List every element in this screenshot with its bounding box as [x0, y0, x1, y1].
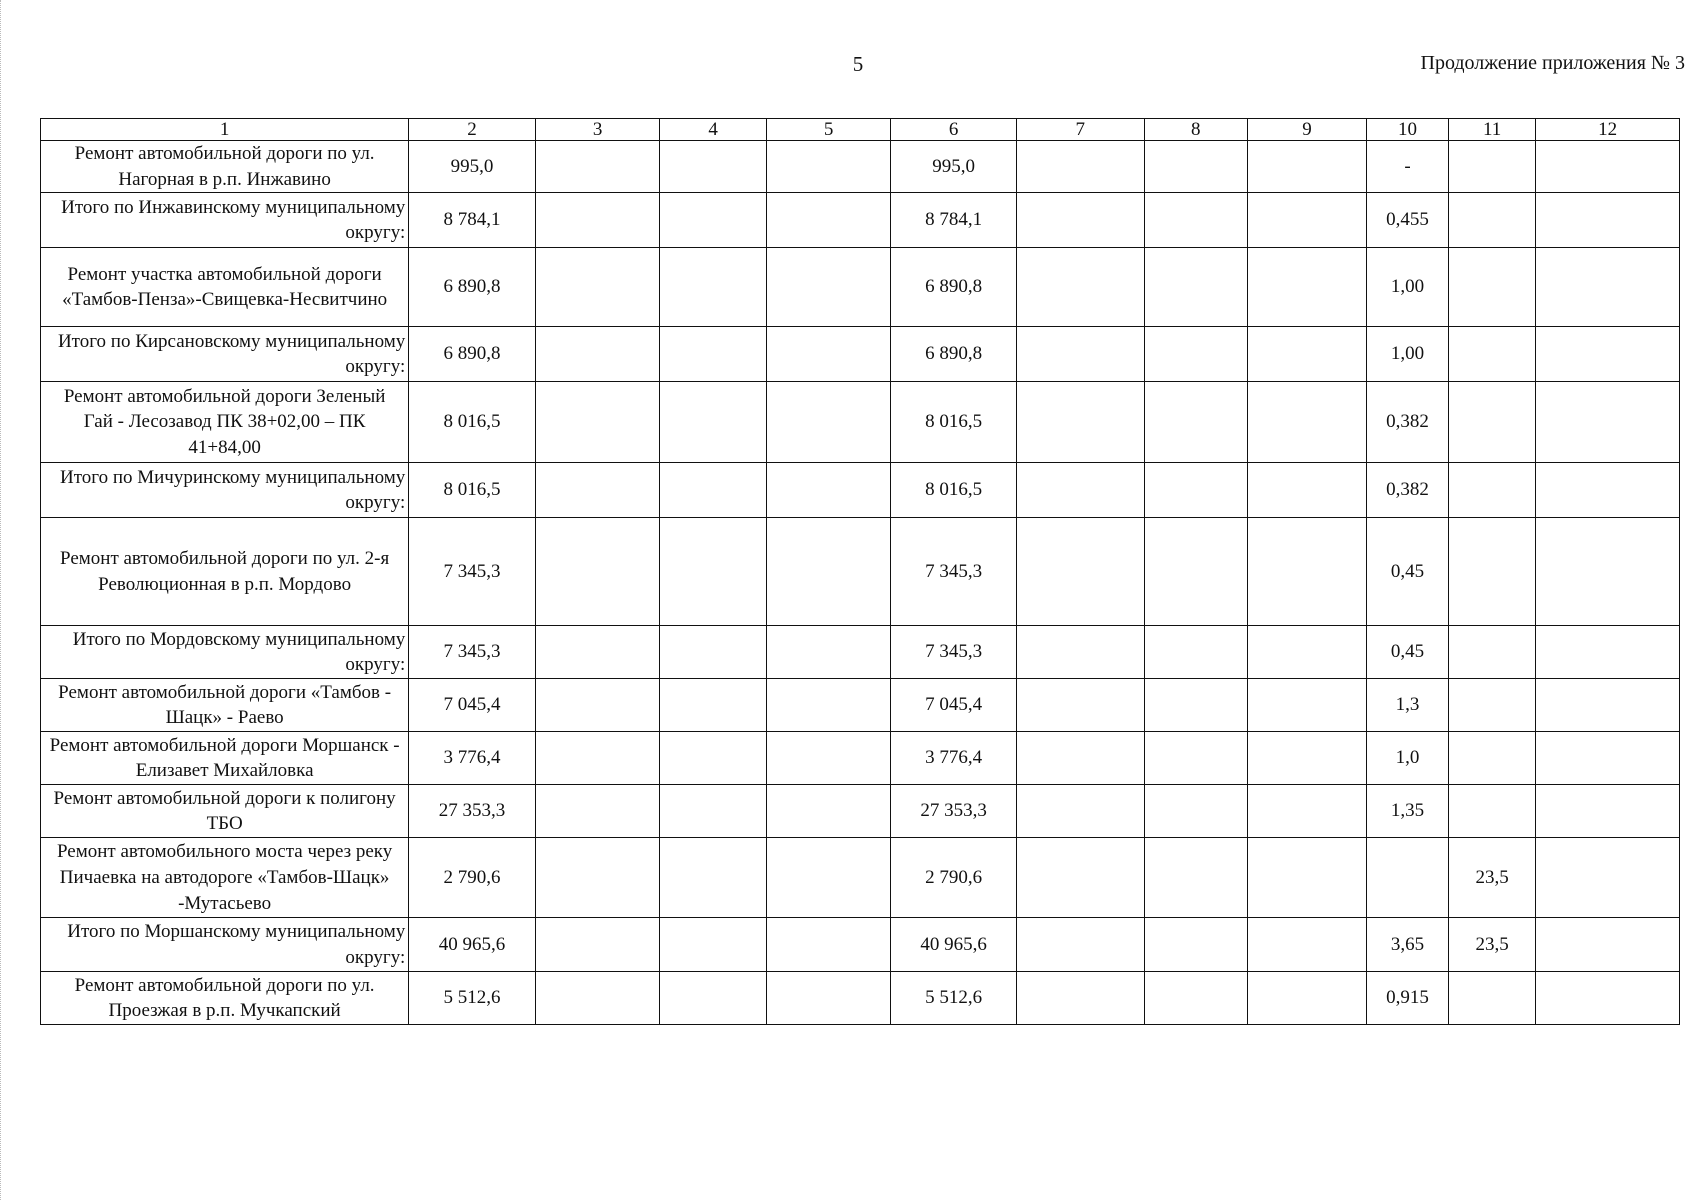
- table-cell: 23,5: [1448, 838, 1535, 918]
- table-cell: [660, 141, 766, 193]
- table-cell: [766, 918, 891, 972]
- table-cell: [1016, 972, 1144, 1025]
- scan-edge: [0, 0, 3, 1200]
- table-cell: [660, 518, 766, 626]
- row-label: Итого по Мичуринскому муниципальному округу:: [41, 463, 409, 518]
- table-cell: [1247, 972, 1366, 1025]
- table-cell: [1144, 972, 1247, 1025]
- table-cell: [1448, 626, 1535, 679]
- table-cell: [1016, 679, 1144, 732]
- table-cell: [1144, 785, 1247, 838]
- table-cell: [660, 382, 766, 463]
- table-cell: [1016, 518, 1144, 626]
- table-cell: [766, 732, 891, 785]
- table-cell: [1247, 679, 1366, 732]
- table-cell: [1536, 382, 1680, 463]
- table-cell: [1016, 382, 1144, 463]
- table-cell: [1247, 327, 1366, 382]
- table-cell: [535, 785, 660, 838]
- table-row: [41, 785, 1680, 838]
- column-header: 12: [1536, 119, 1680, 141]
- table-cell: [1448, 732, 1535, 785]
- table-cell: [535, 972, 660, 1025]
- table-cell: [1448, 193, 1535, 248]
- table-cell: [535, 679, 660, 732]
- table-cell: 40 965,6: [891, 918, 1017, 972]
- table-cell: [535, 193, 660, 248]
- table-cell: -: [1367, 141, 1449, 193]
- table-cell: 7 345,3: [409, 518, 536, 626]
- table-cell: [1448, 248, 1535, 327]
- table-cell: [1247, 838, 1366, 918]
- table-cell: [660, 327, 766, 382]
- table-row: [41, 679, 1680, 732]
- table-cell: 1,35: [1367, 785, 1449, 838]
- table-cell: [1247, 732, 1366, 785]
- table-cell: [766, 785, 891, 838]
- table-cell: 995,0: [409, 141, 536, 193]
- table-cell: [1016, 248, 1144, 327]
- table-cell: [1247, 918, 1366, 972]
- column-header: 3: [535, 119, 660, 141]
- table-cell: [766, 193, 891, 248]
- table-cell: [1448, 463, 1535, 518]
- table-row: [41, 382, 1680, 463]
- table-cell: [1247, 626, 1366, 679]
- row-label: Ремонт автомобильного моста через реку Пичаевка на автодороге «Тамбов-Шацк» -Мутасьево: [41, 838, 409, 918]
- table-cell: [660, 732, 766, 785]
- row-label: Ремонт автомобильной дороги Зеленый Гай - Лесозавод ПК 38+02,00 – ПК 41+84,00: [41, 382, 409, 463]
- table-cell: 7 345,3: [409, 626, 536, 679]
- row-label: Ремонт автомобильной дороги к полигону ТБО: [41, 785, 409, 838]
- table-cell: 0,455: [1367, 193, 1449, 248]
- table-cell: [660, 972, 766, 1025]
- column-header: 10: [1367, 119, 1449, 141]
- table-cell: 1,00: [1367, 248, 1449, 327]
- table-cell: 0,45: [1367, 518, 1449, 626]
- total-row: [41, 327, 1680, 382]
- table-cell: 8 784,1: [891, 193, 1017, 248]
- table-cell: 1,3: [1367, 679, 1449, 732]
- table-cell: 0,382: [1367, 382, 1449, 463]
- total-row: [41, 626, 1680, 679]
- table-cell: [766, 463, 891, 518]
- table-cell: 27 353,3: [409, 785, 536, 838]
- table-cell: [766, 518, 891, 626]
- table-cell: [1536, 463, 1680, 518]
- column-header: 9: [1247, 119, 1366, 141]
- total-row: [41, 918, 1680, 972]
- table-cell: [535, 141, 660, 193]
- table-cell: [1144, 193, 1247, 248]
- column-header: 1: [41, 119, 409, 141]
- table-cell: 6 890,8: [409, 327, 536, 382]
- table-row: [41, 248, 1680, 327]
- table-cell: 5 512,6: [891, 972, 1017, 1025]
- table-cell: [535, 732, 660, 785]
- table-cell: [1536, 972, 1680, 1025]
- table-cell: 5 512,6: [409, 972, 536, 1025]
- table-cell: [535, 382, 660, 463]
- table-cell: [660, 838, 766, 918]
- table-cell: 1,00: [1367, 327, 1449, 382]
- table-cell: 7 345,3: [891, 626, 1017, 679]
- row-label: Итого по Мордовскому муниципальному округу:: [41, 626, 409, 679]
- table-cell: 8 016,5: [409, 382, 536, 463]
- table-cell: [1536, 679, 1680, 732]
- table-cell: [1144, 518, 1247, 626]
- column-header: 7: [1016, 119, 1144, 141]
- total-row: [41, 193, 1680, 248]
- table-cell: [1536, 626, 1680, 679]
- table-row: [41, 732, 1680, 785]
- table-cell: 6 890,8: [409, 248, 536, 327]
- table-cell: [1144, 918, 1247, 972]
- table-cell: [660, 248, 766, 327]
- table-header-row: [41, 119, 1680, 141]
- table-row: [41, 141, 1680, 193]
- table-cell: 6 890,8: [891, 248, 1017, 327]
- page-number: 5: [852, 52, 864, 76]
- table-cell: [1448, 141, 1535, 193]
- table-cell: [1448, 785, 1535, 838]
- table-cell: [1247, 382, 1366, 463]
- column-header: 5: [766, 119, 891, 141]
- table-row: [41, 972, 1680, 1025]
- table-cell: 40 965,6: [409, 918, 536, 972]
- table-cell: [766, 679, 891, 732]
- table-cell: [1247, 193, 1366, 248]
- table-cell: 1,0: [1367, 732, 1449, 785]
- table-cell: [1247, 248, 1366, 327]
- table-cell: [1536, 732, 1680, 785]
- table-cell: 8 016,5: [891, 382, 1017, 463]
- table-cell: [1536, 518, 1680, 626]
- row-label: Ремонт автомобильной дороги Моршанск - Елизавет Михайловка: [41, 732, 409, 785]
- row-label: Ремонт автомобильной дороги «Тамбов - Шацк» - Раево: [41, 679, 409, 732]
- table-cell: [535, 626, 660, 679]
- table-cell: [1016, 327, 1144, 382]
- table-cell: [1016, 193, 1144, 248]
- table-cell: [1016, 141, 1144, 193]
- row-label: Итого по Моршанскому муниципальному округу:: [41, 918, 409, 972]
- table-cell: [660, 679, 766, 732]
- table-cell: [1016, 838, 1144, 918]
- table-cell: [535, 918, 660, 972]
- table-cell: [660, 785, 766, 838]
- row-label: Ремонт автомобильной дороги по ул. 2-я Революционная в р.п. Мордово: [41, 518, 409, 626]
- table-cell: [1016, 918, 1144, 972]
- table-cell: 3 776,4: [891, 732, 1017, 785]
- column-header: 4: [660, 119, 766, 141]
- table-cell: [766, 382, 891, 463]
- table-cell: [1536, 141, 1680, 193]
- table-cell: [1016, 463, 1144, 518]
- table-cell: [1016, 785, 1144, 838]
- table-cell: 995,0: [891, 141, 1017, 193]
- table-cell: [1536, 785, 1680, 838]
- row-label: Ремонт автомобильной дороги по ул. Нагорная в р.п. Инжавино: [41, 141, 409, 193]
- table-cell: [1448, 327, 1535, 382]
- table-cell: [660, 193, 766, 248]
- table-cell: [766, 327, 891, 382]
- table-cell: 3 776,4: [409, 732, 536, 785]
- column-header: 8: [1144, 119, 1247, 141]
- table-cell: [1144, 463, 1247, 518]
- table-cell: [1144, 626, 1247, 679]
- column-header: 11: [1448, 119, 1535, 141]
- table-cell: [1016, 732, 1144, 785]
- table-row: [41, 518, 1680, 626]
- table-cell: [535, 248, 660, 327]
- budget-table: [40, 118, 1680, 1025]
- table-cell: [1448, 518, 1535, 626]
- table-cell: [1247, 518, 1366, 626]
- table-cell: 23,5: [1448, 918, 1535, 972]
- table-cell: [1536, 918, 1680, 972]
- table-cell: [535, 838, 660, 918]
- table-cell: [766, 838, 891, 918]
- table-cell: 8 016,5: [891, 463, 1017, 518]
- row-label: Итого по Инжавинскому муниципальному округу:: [41, 193, 409, 248]
- table-cell: [1144, 382, 1247, 463]
- table-cell: [1536, 838, 1680, 918]
- row-label: Итого по Кирсановскому муниципальному округу:: [41, 327, 409, 382]
- appendix-title: Продолжение приложения № 3: [1420, 52, 1685, 74]
- table-cell: [1536, 327, 1680, 382]
- table-cell: [1448, 382, 1535, 463]
- table-cell: [1247, 785, 1366, 838]
- row-label: Ремонт участка автомобильной дороги «Тамбов-Пенза»-Свищевка-Несвитчино: [41, 248, 409, 327]
- table-cell: 7 045,4: [409, 679, 536, 732]
- row-label: Ремонт автомобильной дороги по ул. Проезжая в р.п. Мучкапский: [41, 972, 409, 1025]
- table-cell: [1144, 732, 1247, 785]
- table-cell: 3,65: [1367, 918, 1449, 972]
- total-row: [41, 463, 1680, 518]
- table-cell: [1448, 972, 1535, 1025]
- table-cell: [766, 141, 891, 193]
- table-cell: 6 890,8: [891, 327, 1017, 382]
- table-cell: [1016, 626, 1144, 679]
- table-cell: 27 353,3: [891, 785, 1017, 838]
- table-cell: [1247, 463, 1366, 518]
- column-header: 2: [409, 119, 536, 141]
- table-cell: [535, 463, 660, 518]
- table-cell: 2 790,6: [409, 838, 536, 918]
- table-cell: 8 784,1: [409, 193, 536, 248]
- table-cell: 8 016,5: [409, 463, 536, 518]
- table-cell: [1367, 838, 1449, 918]
- table-cell: [660, 463, 766, 518]
- table-cell: [766, 972, 891, 1025]
- table-cell: [1448, 679, 1535, 732]
- table-cell: [1536, 193, 1680, 248]
- table-cell: [1144, 248, 1247, 327]
- table-cell: [1536, 248, 1680, 327]
- table-cell: [660, 918, 766, 972]
- table-cell: [1144, 327, 1247, 382]
- table-row: [41, 838, 1680, 918]
- table-cell: [1144, 679, 1247, 732]
- table-cell: 2 790,6: [891, 838, 1017, 918]
- table-cell: [660, 626, 766, 679]
- table-cell: [1144, 838, 1247, 918]
- table-cell: 0,45: [1367, 626, 1449, 679]
- table-cell: 7 345,3: [891, 518, 1017, 626]
- table-cell: [535, 518, 660, 626]
- table-cell: 0,915: [1367, 972, 1449, 1025]
- table-cell: 0,382: [1367, 463, 1449, 518]
- table-cell: [1144, 141, 1247, 193]
- table-cell: [1247, 141, 1366, 193]
- table-cell: [766, 626, 891, 679]
- table-cell: [535, 327, 660, 382]
- table-cell: 7 045,4: [891, 679, 1017, 732]
- column-header: 6: [891, 119, 1017, 141]
- table-cell: [766, 248, 891, 327]
- table-body: [41, 119, 1680, 1025]
